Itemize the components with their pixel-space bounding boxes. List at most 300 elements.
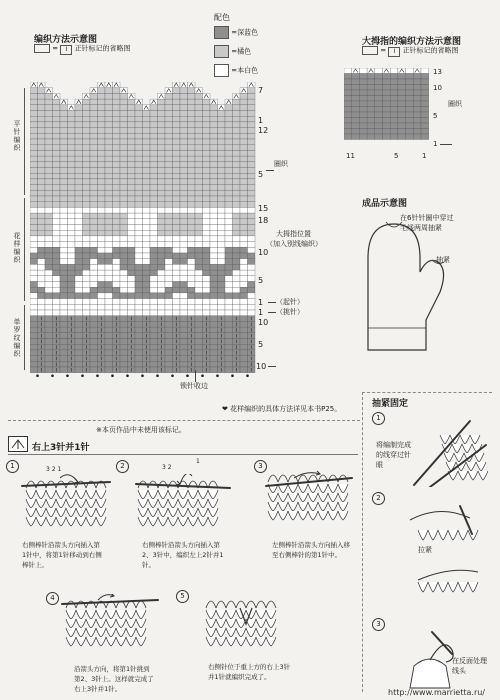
- knit-stitch: [56, 490, 66, 499]
- stitch-cell: [120, 173, 128, 179]
- stitch-cell: [53, 293, 61, 299]
- knit-stitch: [256, 619, 266, 628]
- stitch-cell: [135, 356, 143, 362]
- stitch-cell: [150, 213, 158, 219]
- stitch-cell: [128, 116, 136, 122]
- stitch-cell: [128, 156, 136, 162]
- stitch-cell: [165, 116, 173, 122]
- stitch-cell: [225, 361, 233, 367]
- thumb-cell: [413, 107, 421, 113]
- knit-stitch: [158, 517, 168, 526]
- stitch-cell: [105, 304, 113, 310]
- stitch-cell: [203, 122, 211, 128]
- thumb-cell: [421, 134, 429, 140]
- stitch-cell: [210, 230, 218, 236]
- stitch-cell: [68, 173, 76, 179]
- stitch-cell: [128, 247, 136, 253]
- stitch-cell: [135, 242, 143, 248]
- thumb-cell: [352, 74, 360, 80]
- knit-stitch: [188, 490, 198, 499]
- stitch-cell: [143, 282, 151, 288]
- step-number: 3: [372, 618, 385, 631]
- decrease-mark: [90, 88, 98, 94]
- stitch-cell: [158, 219, 166, 225]
- needle: [460, 506, 472, 534]
- stitch-cell: [53, 122, 61, 128]
- stitch-cell: [68, 304, 76, 310]
- stitch-cell: [240, 287, 248, 293]
- stitch-cell: [60, 367, 68, 373]
- stitch-cell: [38, 173, 46, 179]
- stitch-cell: [90, 207, 98, 213]
- k3tog-symbol-icon: [8, 436, 28, 452]
- stitch-cell: [218, 253, 226, 259]
- knit-stitch: [288, 484, 298, 493]
- thumb-cell: [375, 85, 383, 91]
- stitch-cell: [173, 242, 181, 248]
- stitch-cell: [98, 282, 106, 288]
- stitch-cell: [188, 88, 196, 94]
- stitch-cell: [83, 168, 91, 174]
- thumb-cell: [359, 129, 367, 135]
- decrease-mark: [105, 82, 113, 88]
- stitch-cell: [188, 168, 196, 174]
- stitch-cell: [90, 105, 98, 111]
- thumb-cell: [390, 96, 398, 102]
- stitch-cell: [75, 202, 83, 208]
- knit-stitch: [26, 517, 36, 526]
- knit-stitch: [338, 511, 348, 520]
- stitch-cell: [60, 202, 68, 208]
- stitch-cell: [180, 219, 188, 225]
- stitch-cell: [105, 145, 113, 151]
- stitch-cell: [143, 202, 151, 208]
- stitch-cell: [68, 293, 76, 299]
- stitch-cell: [53, 276, 61, 282]
- stitch-cell: [68, 242, 76, 248]
- stitch-cell: [98, 196, 106, 202]
- stitch-cell: [120, 99, 128, 105]
- knit-stitch: [198, 517, 208, 526]
- stitch-cell: [75, 270, 83, 276]
- thumb-cell: [352, 79, 360, 85]
- stitch-cell: [45, 207, 53, 213]
- legend-swatch-navy: [214, 26, 229, 39]
- stitch-cell: [30, 122, 38, 128]
- knit-stitch: [96, 508, 106, 517]
- stitch-cell: [120, 225, 128, 231]
- stitch-cell: [203, 276, 211, 282]
- stitch-cell: [60, 219, 68, 225]
- stitch-cell: [90, 156, 98, 162]
- stitch-cell: [203, 293, 211, 299]
- bindoff-dot: [81, 374, 84, 377]
- stitch-cell: [180, 304, 188, 310]
- stitch-cell: [105, 247, 113, 253]
- stitch-cell: [218, 236, 226, 242]
- thumb-cell: [421, 129, 429, 135]
- knit-stitch: [168, 517, 178, 526]
- stitch-cell: [210, 367, 218, 373]
- technique-step-3-text: 左侧棒针沿箭头方向插入移至右侧棒针的第1针中。: [272, 541, 350, 559]
- stitch-cell: [53, 304, 61, 310]
- stitch-cell: [75, 111, 83, 117]
- stitch-cell: [143, 253, 151, 259]
- stitch-cell: [240, 236, 248, 242]
- decrease-mark: [173, 82, 181, 88]
- stitch-cell: [83, 190, 91, 196]
- stitch-cell: [240, 242, 248, 248]
- stitch-cell: [83, 128, 91, 134]
- thumb-cell: [375, 79, 383, 85]
- knit-stitch: [126, 610, 136, 619]
- technique-step-2-text: 右侧棒针沿箭头方向插入第2、3针中，编织左上2针并1针。: [142, 541, 224, 569]
- stitch-cell: [60, 287, 68, 293]
- stitch-cell: [45, 225, 53, 231]
- stitch-cell: [30, 156, 38, 162]
- knit-stitch: [328, 484, 338, 493]
- stitch-cell: [158, 247, 166, 253]
- thumb-cell: [367, 107, 375, 113]
- stitch-cell: [83, 247, 91, 253]
- stitch-cell: [248, 270, 256, 276]
- stitch-cell: [233, 139, 241, 145]
- stitch-cell: [120, 259, 128, 265]
- stitch-cell: [120, 139, 128, 145]
- stitch-labels: 3 2 1: [46, 466, 62, 473]
- stitch-labels: 3 2: [162, 464, 172, 471]
- stitch-cell: [150, 236, 158, 242]
- stitch-cell: [75, 185, 83, 191]
- stitch-cell: [98, 128, 106, 134]
- stitch-cell: [240, 321, 248, 327]
- stitch-cell: [150, 316, 158, 322]
- stitch-cell: [225, 304, 233, 310]
- stitch-cell: [150, 282, 158, 288]
- stitch-cell: [53, 156, 61, 162]
- stitch-cell: [195, 196, 203, 202]
- stitch-cell: [150, 310, 158, 316]
- gathered-top: [410, 659, 450, 688]
- stitch-cell: [68, 207, 76, 213]
- stitch-cell: [105, 150, 113, 156]
- bindoff-dot: [66, 374, 69, 377]
- stitch-cell: [38, 99, 46, 105]
- stitch-cell: [165, 225, 173, 231]
- stitch-cell: [38, 156, 46, 162]
- stitch-cell: [53, 253, 61, 259]
- knit-stitch: [198, 508, 208, 517]
- stitch-cell: [105, 168, 113, 174]
- stitch-cell: [105, 287, 113, 293]
- stitch-cell: [90, 264, 98, 270]
- stitch-cell: [195, 310, 203, 316]
- thumb-cell: [421, 107, 429, 113]
- stitch-cell: [120, 321, 128, 327]
- stitch-cell: [218, 202, 226, 208]
- stitch-cell: [60, 133, 68, 139]
- stitch-cell: [53, 247, 61, 253]
- knit-stitch: [458, 582, 468, 592]
- stitch-cell: [248, 99, 256, 105]
- stitch-cell: [135, 145, 143, 151]
- stitch-cell: [195, 219, 203, 225]
- stitch-cell: [60, 333, 68, 339]
- stitch-cell: [30, 321, 38, 327]
- thumb-cell: [383, 134, 391, 140]
- stitch-cell: [150, 230, 158, 236]
- bindoff-dot: [171, 374, 174, 377]
- stitch-cell: [38, 253, 46, 259]
- knit-stitch: [106, 610, 116, 619]
- stitch-cell: [143, 179, 151, 185]
- stitch-cell: [128, 173, 136, 179]
- stitch-cell: [195, 293, 203, 299]
- stitch-cell: [240, 270, 248, 276]
- stitch-cell: [45, 162, 53, 168]
- stitch-cell: [165, 242, 173, 248]
- stitch-cell: [98, 310, 106, 316]
- thumb-cell: [383, 123, 391, 129]
- stitch-cell: [150, 122, 158, 128]
- stitch-cell: [90, 93, 98, 99]
- stitch-cell: [45, 236, 53, 242]
- stitch-loop: [278, 475, 288, 482]
- step-number: 2: [116, 460, 129, 473]
- stitch-cell: [53, 139, 61, 145]
- stitch-cell: [143, 173, 151, 179]
- stitch-cell: [188, 139, 196, 145]
- stitch-cell: [75, 333, 83, 339]
- stitch-cell: [248, 282, 256, 288]
- stitch-cell: [75, 344, 83, 350]
- decrease-mark: [233, 93, 241, 99]
- stitch-cell: [135, 179, 143, 185]
- stitch-cell: [180, 99, 188, 105]
- stitch-cell: [225, 230, 233, 236]
- stitch-cell: [113, 236, 121, 242]
- stitch-cell: [98, 93, 106, 99]
- thumb-cell: [398, 85, 406, 91]
- stitch-cell: [210, 253, 218, 259]
- knit-stitch: [288, 493, 298, 502]
- stitch-cell: [195, 99, 203, 105]
- stitch-cell: [240, 139, 248, 145]
- stitch-cell: [240, 128, 248, 134]
- stitch-cell: [113, 93, 121, 99]
- knit-stitch: [268, 493, 278, 502]
- stitch-cell: [60, 236, 68, 242]
- knit-stitch: [226, 637, 236, 646]
- chart-note: = I 正针标记的省略图: [34, 44, 131, 55]
- stitch-cell: [75, 242, 83, 248]
- stitch-cell: [135, 207, 143, 213]
- knit-stitch: [448, 582, 458, 592]
- stitch-cell: [53, 236, 61, 242]
- knit-stitch: [318, 502, 328, 511]
- stitch-cell: [135, 316, 143, 322]
- knit-stitch: [216, 610, 226, 619]
- stitch-cell: [113, 156, 121, 162]
- decrease-mark: [60, 99, 68, 105]
- stitch-cell: [75, 162, 83, 168]
- stitch-cell: [98, 304, 106, 310]
- stitch-cell: [173, 88, 181, 94]
- stitch-cell: [225, 225, 233, 231]
- knit-stitch: [36, 499, 46, 508]
- thumb-cell: [390, 90, 398, 96]
- stitch-cell: [150, 253, 158, 259]
- thumb-cell: [359, 118, 367, 124]
- stitch-cell: [180, 173, 188, 179]
- stitch-cell: [45, 361, 53, 367]
- stitch-cell: [210, 264, 218, 270]
- knit-stitch: [136, 637, 146, 646]
- stitch-cell: [83, 230, 91, 236]
- stitch-cell: [210, 276, 218, 282]
- knit-stitch: [198, 490, 208, 499]
- finished-title: 成品示意图: [362, 199, 408, 209]
- stitch-cell: [98, 230, 106, 236]
- stitch-cell: [240, 111, 248, 117]
- stitch-cell: [248, 293, 256, 299]
- stitch-cell: [60, 247, 68, 253]
- stitch-cell: [90, 150, 98, 156]
- stitch-cell: [150, 344, 158, 350]
- stitch-cell: [195, 128, 203, 134]
- stitch-cell: [233, 264, 241, 270]
- stitch-cell: [113, 213, 121, 219]
- stitch-illustration-3: [262, 468, 356, 532]
- stitch-cell: [248, 88, 256, 94]
- stitch-cell: [203, 156, 211, 162]
- stitch-cell: [83, 185, 91, 191]
- stitch-cell: [83, 225, 91, 231]
- stitch-cell: [38, 304, 46, 310]
- legend-title: 配色: [214, 13, 230, 22]
- stitch-cell: [180, 111, 188, 117]
- thumb-cell: [398, 107, 406, 113]
- stitch-cell: [173, 93, 181, 99]
- thumb-cell: [413, 96, 421, 102]
- stitch-cell: [210, 116, 218, 122]
- stitch-cell: [158, 299, 166, 305]
- thumb-cell: [406, 134, 414, 140]
- stitch-cell: [158, 196, 166, 202]
- stitch-cell: [210, 156, 218, 162]
- stitch-cell: [225, 139, 233, 145]
- stitch-cell: [158, 185, 166, 191]
- stitch-cell: [75, 196, 83, 202]
- stitch-cell: [38, 276, 46, 282]
- stitch-cell: [195, 111, 203, 117]
- stitch-cell: [75, 122, 83, 128]
- stitch-cell: [105, 333, 113, 339]
- decrease-mark: [143, 105, 151, 111]
- knit-stitch: [66, 517, 76, 526]
- thumb-label: 大拇指位置: [276, 230, 311, 238]
- thumb-cell: [398, 96, 406, 102]
- stitch-cell: [158, 304, 166, 310]
- knit-stitch: [138, 499, 148, 508]
- direction-arrow: [98, 595, 114, 600]
- stitch-cell: [53, 259, 61, 265]
- stitch-cell: [188, 133, 196, 139]
- stitch-cell: [113, 122, 121, 128]
- stitch-cell: [53, 230, 61, 236]
- stitch-cell: [165, 367, 173, 373]
- stitch-cell: [173, 185, 181, 191]
- stitch-cell: [143, 264, 151, 270]
- stitch-cell: [75, 236, 83, 242]
- stitch-cell: [150, 361, 158, 367]
- stitch-cell: [105, 219, 113, 225]
- stitch-cell: [38, 133, 46, 139]
- stitch-cell: [180, 105, 188, 111]
- stitch-cell: [68, 264, 76, 270]
- stitch-cell: [143, 310, 151, 316]
- knit-stitch: [268, 502, 278, 511]
- stitch-cell: [30, 111, 38, 117]
- stitch-cell: [68, 116, 76, 122]
- decrease-mark: [135, 99, 143, 105]
- stitch-cell: [188, 299, 196, 305]
- stitch-cell: [53, 270, 61, 276]
- stitch-cell: [195, 276, 203, 282]
- stitch-cell: [128, 99, 136, 105]
- knit-stitch: [466, 462, 476, 471]
- stitch-cell: [135, 304, 143, 310]
- stitch-cell: [233, 111, 241, 117]
- stitch-cell: [60, 122, 68, 128]
- bindoff-dot: [156, 374, 159, 377]
- stitch-cell: [105, 282, 113, 288]
- knit-stitch: [106, 628, 116, 637]
- stitch-cell: [180, 339, 188, 345]
- stitch-cell: [173, 287, 181, 293]
- stitch-cell: [240, 316, 248, 322]
- stitch-cell: [30, 179, 38, 185]
- stitch-cell: [83, 253, 91, 259]
- stitch-cell: [98, 247, 106, 253]
- stitch-cell: [203, 225, 211, 231]
- thumb-cell: [406, 85, 414, 91]
- stitch-cell: [53, 225, 61, 231]
- stitch-cell: [233, 270, 241, 276]
- stitch-cell: [113, 173, 121, 179]
- stitch-cell: [233, 190, 241, 196]
- thumb-cell: [352, 101, 360, 107]
- stitch-cell: [98, 156, 106, 162]
- step-number: 4: [46, 592, 59, 605]
- knit-stitch: [56, 499, 66, 508]
- stitch-cell: [210, 196, 218, 202]
- stitch-cell: [68, 162, 76, 168]
- stitch-cell: [225, 190, 233, 196]
- bindoff-label: 锁针收边: [180, 382, 208, 390]
- knit-stitch: [418, 530, 428, 540]
- stitch-cell: [83, 207, 91, 213]
- stitch-cell: [180, 356, 188, 362]
- stitch-cell: [188, 185, 196, 191]
- stitch-cell: [248, 207, 256, 213]
- stitch-cell: [233, 116, 241, 122]
- stitch-cell: [53, 179, 61, 185]
- stitch-cell: [60, 361, 68, 367]
- stitch-cell: [240, 259, 248, 265]
- stitch-cell: [240, 105, 248, 111]
- stitch-cell: [210, 168, 218, 174]
